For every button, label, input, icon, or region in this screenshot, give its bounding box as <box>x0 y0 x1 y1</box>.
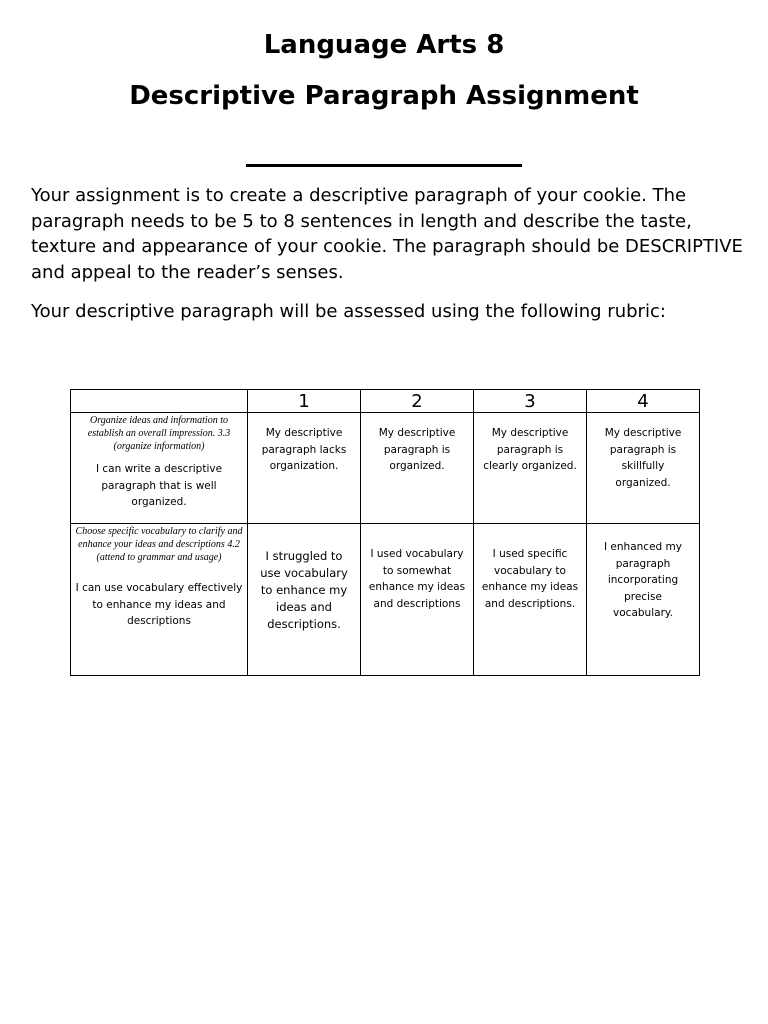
rubric-header-row <box>71 390 700 413</box>
criterion-standard: Choose specific vocabulary to clarify and enhance your ideas and descriptions 4.2 (attend to grammar and usage) <box>75 526 243 563</box>
level-1-cell <box>248 524 361 676</box>
level-3-cell <box>474 524 587 676</box>
rubric-row-organization <box>71 413 700 524</box>
rubric-table <box>70 389 700 676</box>
name-blank-line <box>246 120 522 167</box>
level-descriptor: My descriptive paragraph is clearly organized. <box>483 427 577 472</box>
criterion-standard: Organize ideas and information to establish an overall impression. 3.3 (organize information) <box>87 415 231 452</box>
level-descriptor: I used vocabulary to somewhat enhance my ideas and descriptions <box>368 548 466 610</box>
rubric-row-vocabulary <box>71 524 700 676</box>
level-descriptor: My descriptive paragraph lacks organization. <box>261 427 347 472</box>
criterion-cell <box>71 413 248 524</box>
rubric-header-level-3: 3 <box>474 390 587 413</box>
level-descriptor: I used specific vocabulary to enhance my ideas and descriptions. <box>481 548 579 610</box>
level-1-cell <box>248 413 361 524</box>
criterion-i-can: I can use vocabulary effectively to enhance my ideas and descriptions <box>75 582 243 627</box>
criterion-cell <box>71 524 248 676</box>
assignment-description: Your assignment is to create a descriptive paragraph of your cookie. The paragraph needs to be 5 to 8 sentences in length and describe the taste, texture and appearance of your cookie. The paragraph should be DESCRIPTIVE and appeal to the reader’s senses. <box>31 185 743 283</box>
criterion-i-can: I can write a descriptive paragraph that is well organized. <box>95 463 223 508</box>
rubric-header-blank <box>71 390 248 413</box>
assignment-title: Descriptive Paragraph Assignment <box>129 81 639 111</box>
level-descriptor: I enhanced my paragraph incorporating precise vocabulary. <box>604 541 682 619</box>
level-4-cell <box>587 413 700 524</box>
course-title: Language Arts 8 <box>263 30 505 60</box>
level-2-cell <box>361 524 474 676</box>
level-4-cell <box>587 524 700 676</box>
level-descriptor: My descriptive paragraph is organized. <box>378 427 456 472</box>
level-descriptor: I struggled to use vocabulary to enhance my ideas and descriptions. <box>260 549 348 631</box>
rubric-header-level-4: 4 <box>587 390 700 413</box>
rubric-header-level-2: 2 <box>361 390 474 413</box>
rubric-header-level-1: 1 <box>248 390 361 413</box>
level-2-cell <box>361 413 474 524</box>
level-descriptor: My descriptive paragraph is skillfully organized. <box>604 427 682 489</box>
level-3-cell <box>474 413 587 524</box>
rubric-intro: Your descriptive paragraph will be assessed using the following rubric: <box>31 301 666 322</box>
